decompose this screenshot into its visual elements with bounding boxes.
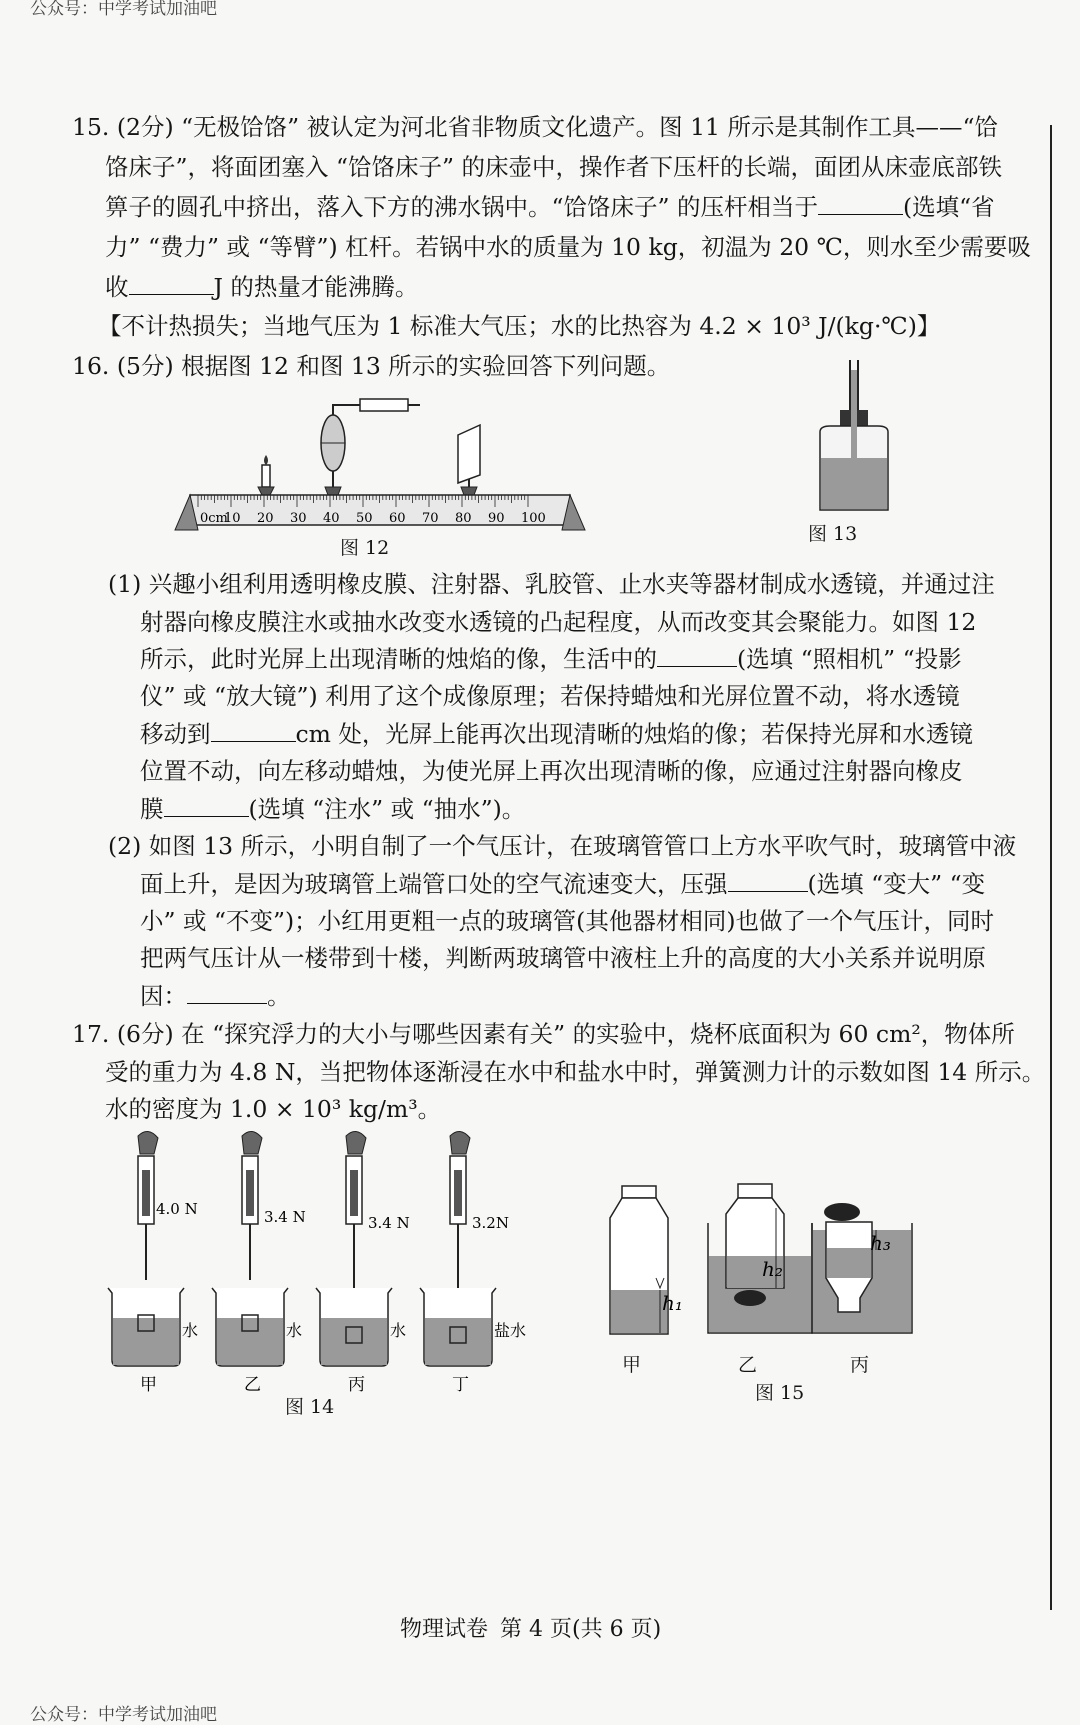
hand-icon (242, 1131, 262, 1154)
setup-label: 丙 (348, 1375, 365, 1395)
q16-p2-line2-a: 面上升，是因为玻璃管上端管口处的空气流速变大，压强 (140, 870, 728, 898)
fig13-caption: 图 13 (808, 523, 858, 545)
candle-icon (262, 465, 270, 487)
q17-line2: 受的重力为 4.8 N，当把物体逐渐浸在水中和盐水中时，弹簧测力计的示数如图 14 所示。 (105, 1058, 1046, 1086)
liquid-label: 水 (286, 1321, 303, 1340)
footer-page-number: 第 4 页(共 6 页) (500, 1617, 662, 1642)
footer-subject: 物理试卷 (400, 1617, 489, 1642)
hand-icon (346, 1131, 366, 1154)
q16-p1-line3 (140, 645, 962, 673)
q16-p1-line5-b: cm 处，光屏上能再次出现清晰的烛焰的像；若保持光屏和水透镜 (295, 720, 973, 748)
ruler-label: 80 (455, 511, 472, 526)
scale-reading: 3.4 N (368, 1214, 410, 1232)
q16-blank-pressure[interactable] (728, 871, 808, 892)
ruler-label: 40 (323, 511, 340, 526)
ruler-label: 10 (224, 511, 241, 526)
q15-line3 (105, 193, 995, 221)
q16-p2-line4: 把两气压计从一楼带到十楼，判断两玻璃管中液柱上升的高度的大小关系并说明原 (140, 944, 986, 972)
page-footer (400, 1612, 673, 1643)
q16-blank-water[interactable] (164, 796, 249, 817)
q16-p2-line5-a: 因： (140, 982, 187, 1010)
fig15-label-yi: 乙 (738, 1354, 758, 1376)
spring-scale-setup (108, 1131, 198, 1395)
q17-line1: 17. (6分) 在 “探究浮力的大小与哪些因素有关” 的实验中，烧杯底面积为 60 cm²，物体所 (72, 1020, 1015, 1048)
figure-15 (590, 1178, 930, 1378)
ruler-label: 100 (521, 511, 546, 526)
q16-p1-line1: (1) 兴趣小组利用透明橡皮膜、注射器、乳胶管、止水夹等器材制成水透镜，并通过注 (108, 570, 995, 598)
q16-p1-line3-a: 所示，此时光屏上出现清晰的烛焰的像，生活中的 (140, 645, 657, 673)
q16-p2-line3: 小” 或 “不变”)；小红用更粗一点的玻璃管(其他器材相同)也做了一个气压计，同时 (140, 907, 994, 935)
setup-label: 乙 (244, 1375, 261, 1395)
q16-p2-line5 (140, 982, 291, 1010)
q16-blank-instrument[interactable] (657, 646, 737, 667)
liquid-label: 水 (182, 1321, 199, 1340)
fig14-caption: 图 14 (285, 1396, 335, 1418)
ruler-label: 60 (389, 511, 406, 526)
beaker-liquid (321, 1318, 387, 1365)
q16-p2-line5-b: 。 (267, 982, 291, 1010)
q16-line1: 16. (5分) 根据图 12 和图 13 所示的实验回答下列问题。 (72, 352, 671, 380)
q15-line5-a: 收 (105, 273, 129, 301)
beaker-liquid (113, 1318, 179, 1365)
fig15-bing-container (812, 1203, 912, 1333)
fig15-label-jia: 甲 (622, 1354, 642, 1376)
h2-label: h₂ (762, 1257, 783, 1281)
ruler-label: 0cm (200, 511, 228, 526)
q15-line3-a: 箅子的圆孔中挤出，落入下方的沸水锅中。“饸饹床子” 的压杆相当于 (105, 193, 818, 221)
flame-icon (264, 455, 268, 465)
figure-12 (170, 395, 590, 555)
scale-reading: 3.4 N (264, 1208, 306, 1226)
q16-p1-line7-a: 膜 (140, 795, 164, 823)
spring-scale-setup (420, 1131, 526, 1395)
light-screen (458, 425, 480, 483)
spring-scale-setup (212, 1131, 306, 1395)
fig15-yi-container (708, 1184, 812, 1333)
q15-blank-heat[interactable] (129, 274, 214, 295)
q16-p1-line7 (140, 795, 525, 823)
q16-p1-line2: 射器向橡皮膜注水或抽水改变水透镜的凸起程度，从而改变其会聚能力。如图 12 (140, 608, 977, 636)
beaker-liquid (217, 1318, 283, 1365)
watermark-bottom: 公众号：中学考试加油吧 (30, 1705, 217, 1725)
fig15-label-bing: 丙 (850, 1354, 870, 1376)
figure-13 (800, 360, 910, 520)
syringe-icon (360, 399, 408, 411)
spring-scale-setup (316, 1131, 410, 1395)
fig12-caption: 图 12 (340, 537, 390, 559)
q15-line3-b: (选填“省 (903, 193, 995, 221)
q15-line4: 力” “费力” 或 “等臂”) 杠杆。若锅中水的质量为 10 kg，初温为 20 ℃，则水至少需要吸 (105, 233, 1031, 261)
fig15-caption: 图 15 (755, 1382, 805, 1404)
liquid-label: 盐水 (494, 1321, 527, 1340)
ruler-label: 90 (488, 511, 505, 526)
q16-blank-reason[interactable] (187, 983, 267, 1004)
setup-label: 丁 (452, 1375, 469, 1395)
right-margin-rule (1050, 125, 1052, 1610)
q16-p2-line2 (140, 870, 985, 898)
h3-label: h₃ (870, 1231, 891, 1255)
scale-reading: 4.0 N (156, 1200, 198, 1218)
hand-icon (138, 1131, 158, 1154)
watermark-top: 公众号：中学考试加油吧 (30, 0, 217, 19)
q17-line3: 水的密度为 1.0 × 10³ kg/m³。 (105, 1095, 442, 1123)
q15-line1: 15. (2分) “无极饸饹” 被认定为河北省非物质文化遗产。图 11 所示是其制作工具——“饸 (72, 113, 998, 141)
h1-label: h₁ (662, 1291, 683, 1315)
q15-line5-b: J 的热量才能沸腾。 (213, 273, 419, 301)
fig15-jia-bottle (610, 1186, 668, 1334)
ruler-label: 50 (356, 511, 373, 526)
q16-p1-line3-b: (选填 “照相机” “投影 (737, 645, 962, 673)
optical-bench-ruler (190, 495, 570, 525)
q15-given: 【不计热损失；当地气压为 1 标准大气压；水的比热容为 4.2 × 10³ J/(kg·℃)】 (98, 312, 941, 340)
liquid-label: 水 (390, 1321, 407, 1340)
q15-line5 (105, 273, 418, 301)
q16-p2-line2-b: (选填 “变大” “变 (807, 870, 986, 898)
q16-p1-line5 (140, 720, 973, 748)
q16-p2-line1: (2) 如图 13 所示，小明自制了一个气压计，在玻璃管管口上方水平吹气时，玻璃管中液 (108, 832, 1017, 860)
beaker-liquid (425, 1318, 491, 1365)
q15-line2: 饹床子”，将面团塞入 “饸饹床子” 的床壶中，操作者下压杆的长端，面团从床壶底部铁 (105, 153, 1002, 181)
ruler-label: 70 (422, 511, 439, 526)
ruler-label: 30 (290, 511, 307, 526)
ruler-label: 20 (257, 511, 274, 526)
hand-icon (450, 1131, 470, 1154)
q16-p1-line4: 仪” 或 “放大镜”) 利用了这个成像原理；若保持蜡烛和光屏位置不动，将水透镜 (140, 682, 960, 710)
scale-reading: 3.2N (472, 1214, 509, 1232)
figure-14 (100, 1128, 580, 1418)
q16-p1-line5-a: 移动到 (140, 720, 211, 748)
q16-p1-line6: 位置不动，向左移动蜡烛，为使光屏上再次出现清晰的像，应通过注射器向橡皮 (140, 757, 963, 785)
q16-blank-position[interactable] (211, 721, 296, 742)
setup-label: 甲 (140, 1375, 157, 1395)
q16-p1-line7-b: (选填 “注水” 或 “抽水”)。 (248, 795, 526, 823)
q15-blank-lever-type[interactable] (818, 194, 903, 215)
bottle-liquid (821, 458, 887, 509)
